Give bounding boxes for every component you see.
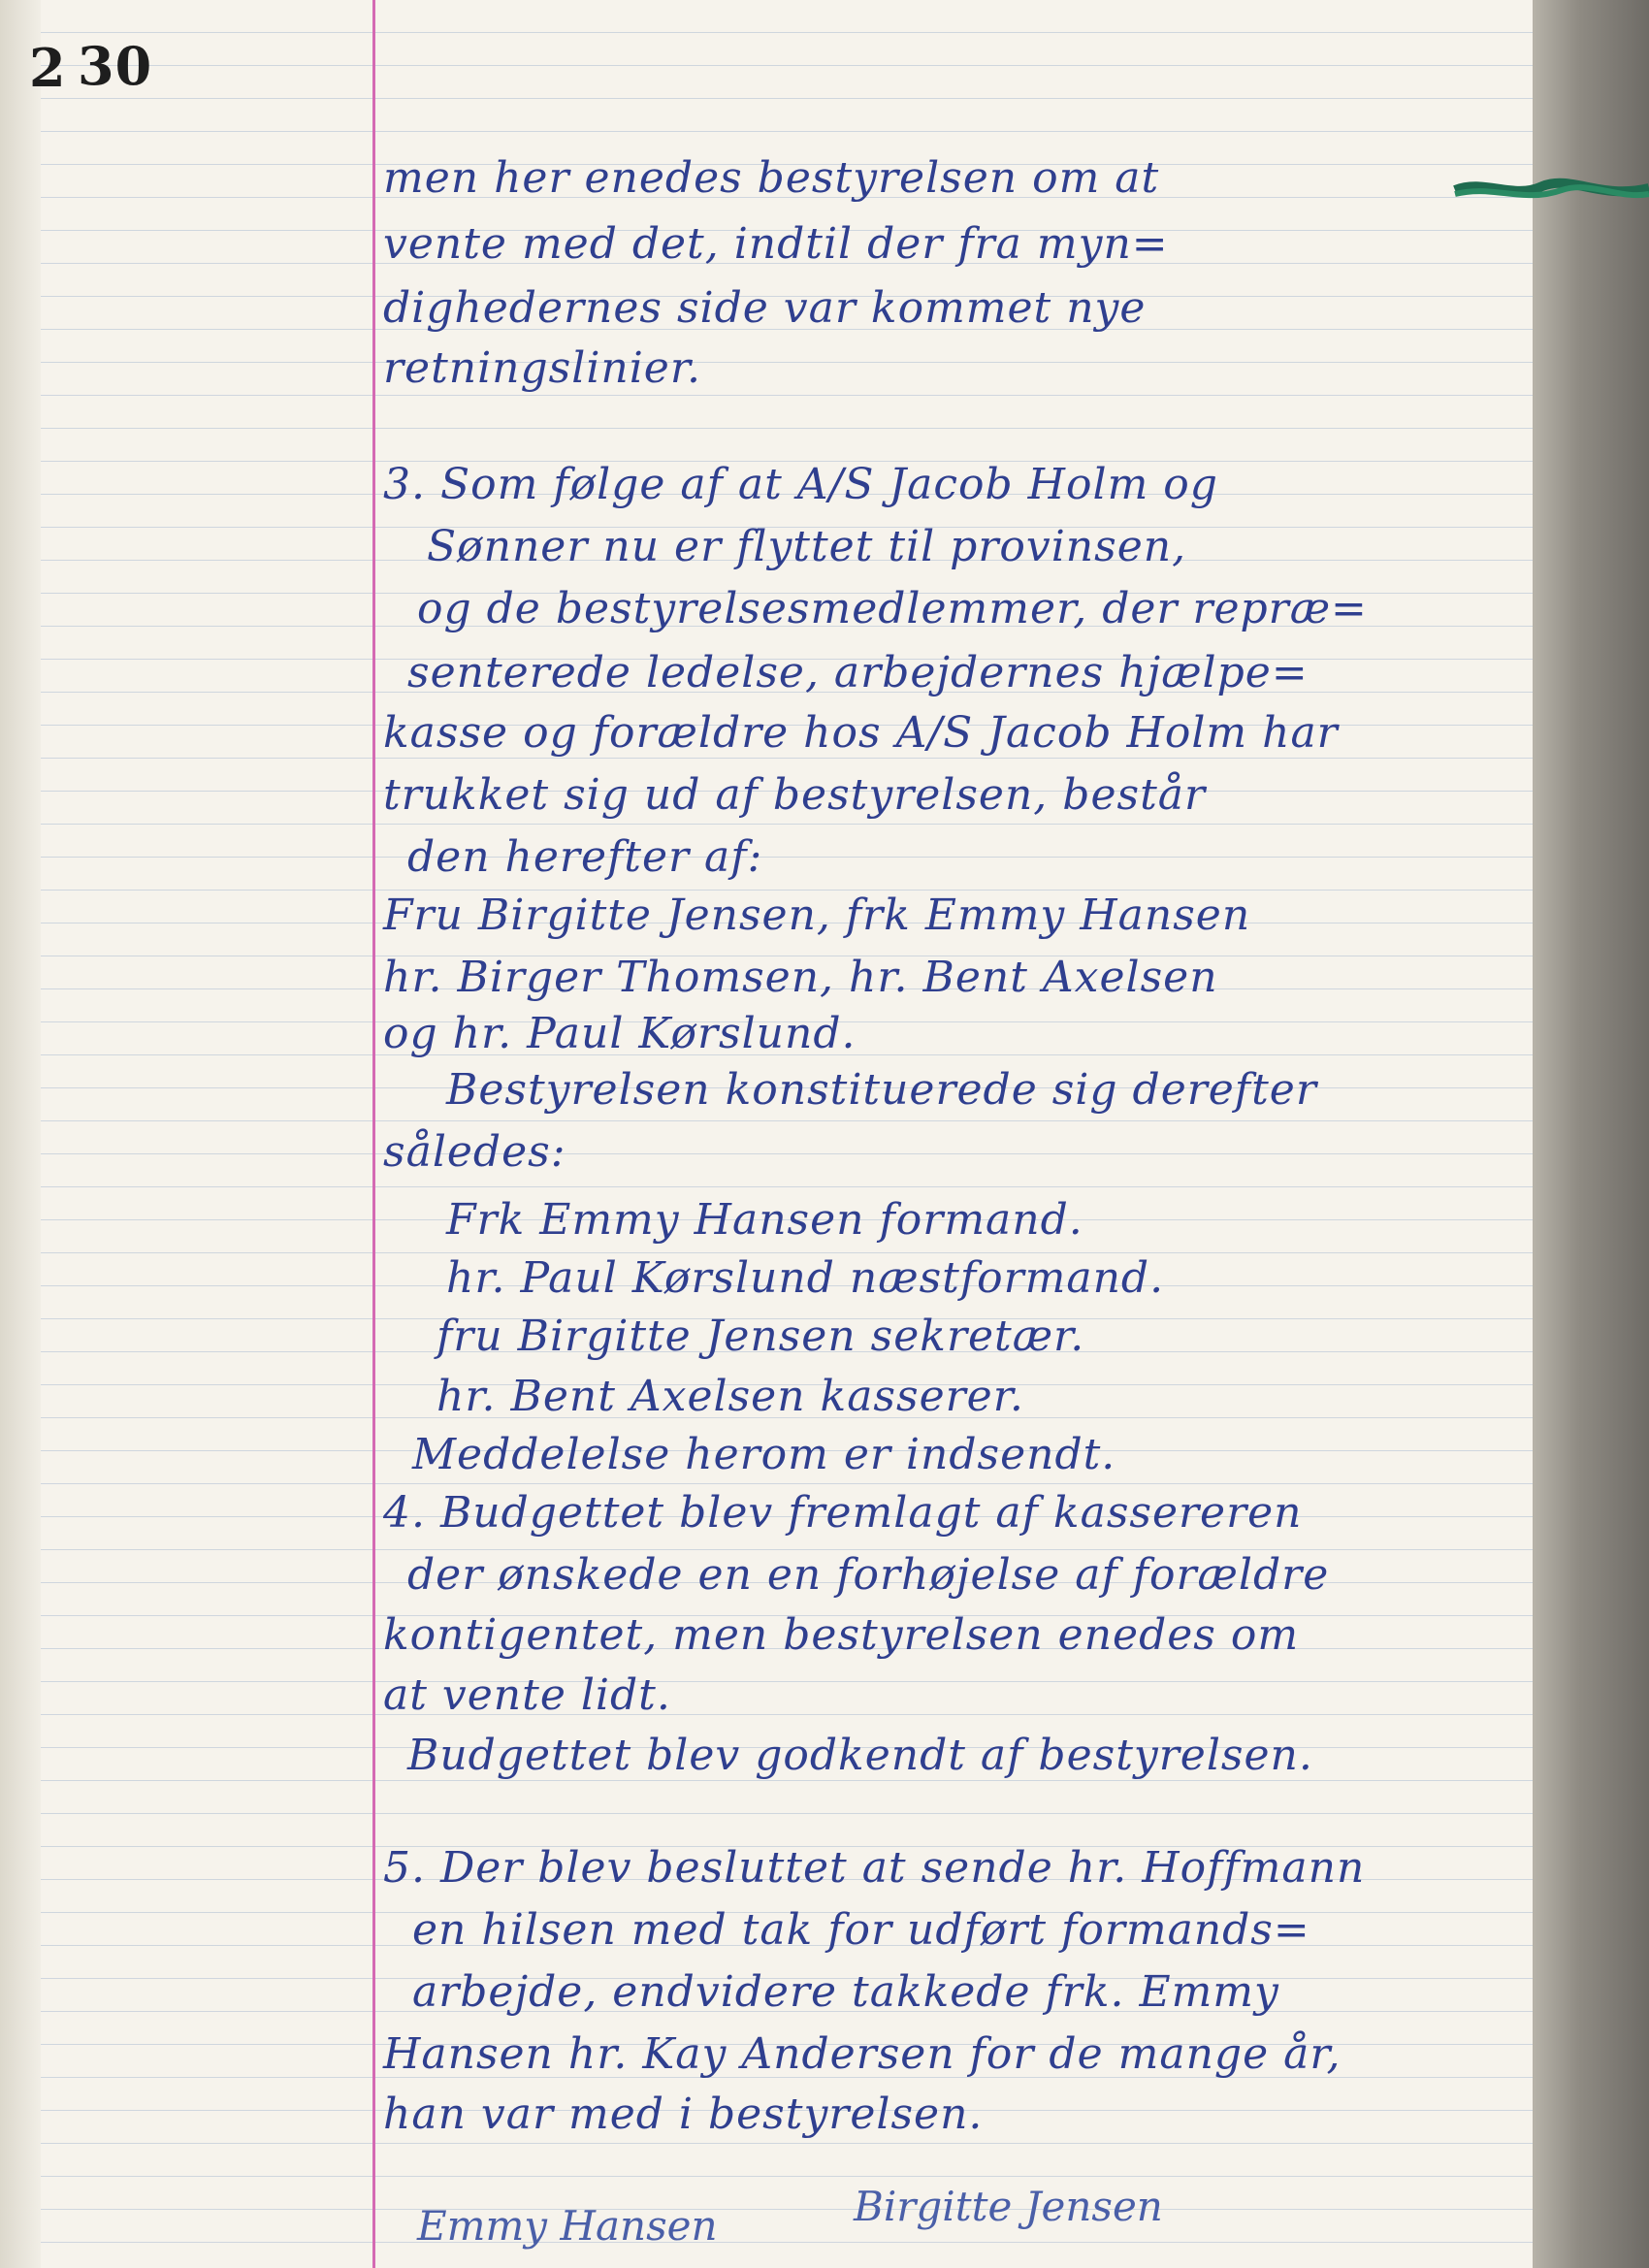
handwritten-line-29: arbejde, endvidere takkede frk. Emmy — [412, 1967, 1279, 2017]
handwritten-line-19: fru Birgitte Jensen sekretær. — [436, 1312, 1085, 1361]
handwritten-line-4: retningslinier. — [383, 343, 702, 393]
handwritten-line-25: at vente lidt. — [383, 1670, 671, 1720]
handwritten-line-8: senterede ledelse, arbejdernes hjælpe= — [407, 648, 1309, 697]
handwritten-line-23: der ønskede en en forhøjelse af forældre — [407, 1550, 1330, 1600]
signature-birgitte-jensen: Birgitte Jensen — [854, 2183, 1163, 2230]
handwritten-line-21: Meddelelse herom er indsendt. — [412, 1430, 1116, 1479]
handwritten-line-3: dighedernes side var kommet nye — [383, 283, 1147, 333]
handwritten-line-9: kasse og forældre hos A/S Jacob Holm har — [383, 708, 1339, 758]
handwritten-line-16: således: — [383, 1127, 566, 1177]
handwritten-line-2: vente med det, indtil der fra myn= — [383, 219, 1169, 269]
handwritten-line-15: Bestyrelsen konstituerede sig derefter — [446, 1065, 1317, 1115]
handwritten-line-7: og de bestyrelsesmedlemmer, der repræ= — [417, 584, 1368, 633]
handwritten-line-1: men her enedes bestyrelsen om at — [383, 153, 1160, 203]
handwritten-line-31: han var med i bestyrelsen. — [383, 2090, 984, 2139]
handwritten-line-13: hr. Birger Thomsen, hr. Bent Axelsen — [383, 953, 1218, 1002]
page-number-ghost: 2 — [29, 37, 66, 99]
handwritten-line-12: Fru Birgitte Jensen, frk Emmy Hansen — [383, 891, 1251, 940]
handwritten-line-22: 4. Budgettet blev fremlagt af kassereren — [383, 1488, 1303, 1538]
handwritten-line-18: hr. Paul Kørslund næstformand. — [446, 1253, 1165, 1303]
handwritten-line-28: en hilsen med tak for udført formands= — [412, 1905, 1310, 1955]
handwritten-line-17: Frk Emmy Hansen formand. — [446, 1195, 1083, 1245]
handwritten-line-24: kontigentet, men bestyrelsen enedes om — [383, 1610, 1300, 1660]
signature-emmy-hansen: Emmy Hansen — [417, 2202, 718, 2250]
handwritten-line-26: Budgettet blev godkendt af bestyrelsen. — [407, 1731, 1313, 1780]
page-number: 30 — [78, 35, 153, 97]
handwritten-line-20: hr. Bent Axelsen kasserer. — [436, 1372, 1024, 1421]
margin-rule — [372, 0, 375, 2268]
handwritten-line-30: Hansen hr. Kay Andersen for de mange år, — [383, 2029, 1342, 2079]
handwritten-line-27: 5. Der blev besluttet at sende hr. Hoffmann — [383, 1843, 1366, 1893]
handwritten-line-14: og hr. Paul Kørslund. — [383, 1009, 857, 1058]
handwritten-line-6: Sønner nu er flyttet til provinsen, — [427, 522, 1187, 571]
page-shadow-edge — [1533, 0, 1649, 2268]
handwritten-line-5: 3. Som følge af at A/S Jacob Holm og — [383, 460, 1218, 509]
handwritten-line-10: trukket sig ud af bestyrelsen, består — [383, 770, 1207, 820]
left-binding-edge — [0, 0, 41, 2268]
handwritten-line-11: den herefter af: — [407, 832, 763, 882]
